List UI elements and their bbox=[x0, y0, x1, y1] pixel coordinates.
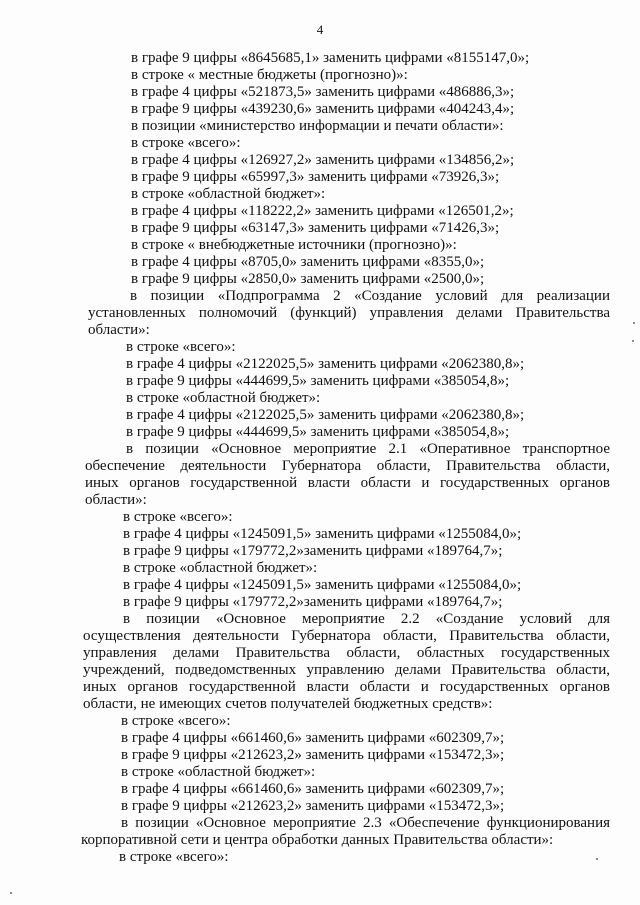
text-line: в строке «всего»: bbox=[119, 849, 229, 865]
text-line: в позиции «министерство информации и печати области»: bbox=[131, 118, 504, 134]
text-line: в графе 9 цифры «444699,5» заменить цифрами «385054,8»; bbox=[126, 424, 510, 440]
text-line: в графе 4 цифры «521873,5» заменить цифрами «486886,3»; bbox=[131, 84, 515, 100]
text-line: области, не имеющих счетов получателей бюджетных средств»: bbox=[83, 696, 493, 712]
text-line: в графе 4 цифры «118222,2» заменить цифрами «126501,2»; bbox=[131, 203, 514, 219]
text-line: в графе 9 цифры «8645685,1» заменить цифрами «8155147,0»; bbox=[131, 50, 530, 66]
text-line: в строке « внебюджетные источники (прогнозно)»: bbox=[131, 237, 457, 253]
text-line: установленных полномочий (функций) управления делами Правительства bbox=[88, 305, 610, 321]
text-line: в графе 9 цифры «439230,6» заменить цифрами «404243,4»; bbox=[131, 101, 515, 117]
text-line: корпоративной сети и центра обработки данных Правительства области»: bbox=[81, 832, 554, 848]
text-line: обеспечение деятельности Губернатора области, Правительства области, bbox=[85, 458, 610, 474]
text-line: в позиции «Основное мероприятие 2.1 «Оперативное транспортное bbox=[126, 441, 610, 457]
text-line: в графе 4 цифры «661460,6» заменить цифрами «602309,7»; bbox=[121, 781, 505, 797]
text-line: в позиции «Основное мероприятие 2.3 «Обеспечение функционирования bbox=[121, 815, 610, 831]
text-line: в графе 9 цифры «2850,0» заменить цифрами «2500,0»; bbox=[131, 271, 485, 287]
text-line: в строке « местные бюджеты (прогнозно)»: bbox=[131, 67, 408, 83]
text-line: управления делами Правительства области, областных государственных bbox=[83, 645, 610, 661]
scan-speck bbox=[10, 892, 12, 894]
text-line: в графе 4 цифры «126927,2» заменить цифрами «134856,2»; bbox=[131, 152, 515, 168]
scan-speck bbox=[596, 858, 598, 860]
text-line: в строке «областной бюджет»: bbox=[131, 186, 326, 202]
text-line: в строке «всего»: bbox=[121, 713, 231, 729]
text-line: в графе 4 цифры «2122025,5» заменить цифрами «2062380,8»; bbox=[126, 407, 525, 423]
text-line: в графе 9 цифры «65997,3» заменить цифрами «73926,3»; bbox=[131, 169, 500, 185]
text-line: в графе 9 цифры «179772,2»заменить цифрами «189764,7»; bbox=[123, 543, 503, 559]
text-line: осуществления деятельности Губернатора области, Правительства области, bbox=[83, 628, 610, 644]
text-line: в графе 4 цифры «1245091,5» заменить цифрами «1255084,0»; bbox=[123, 526, 522, 542]
text-line: в позиции «Основное мероприятие 2.2 «Создание условий для bbox=[123, 611, 610, 627]
text-line: в позиции «Подпрограмма 2 «Создание условий для реализации bbox=[130, 288, 610, 304]
text-line: в строке «областной бюджет»: bbox=[123, 560, 318, 576]
text-line: области»: bbox=[88, 322, 150, 338]
text-line: в графе 4 цифры «661460,6» заменить цифрами «602309,7»; bbox=[121, 730, 505, 746]
page-number: 4 bbox=[316, 22, 324, 37]
scan-speck bbox=[633, 322, 635, 324]
text-line: в графе 4 цифры «8705,0» заменить цифрами «8355,0»; bbox=[131, 254, 485, 270]
text-line: в графе 9 цифры «212623,2» заменить цифрами «153472,3»; bbox=[121, 798, 505, 814]
text-line: иных органов государственной власти области и государственных органов bbox=[83, 679, 610, 695]
text-line: в строке «всего»: bbox=[126, 339, 236, 355]
text-line: в графе 9 цифры «179772,2»заменить цифрами «189764,7»; bbox=[123, 594, 503, 610]
text-line: в графе 9 цифры «444699,5» заменить цифрами «385054,8»; bbox=[126, 373, 510, 389]
text-line: в строке «всего»: bbox=[131, 135, 241, 151]
text-line: учреждений, подведомственных управлению делами Правительства области, bbox=[83, 662, 610, 678]
text-line: в строке «всего»: bbox=[123, 509, 233, 525]
text-line: иных органов государственной власти области и государственных органов bbox=[85, 475, 610, 491]
text-line: в графе 9 цифры «212623,2» заменить цифрами «153472,3»; bbox=[121, 747, 505, 763]
text-line: в графе 9 цифры «63147,3» заменить цифрами «71426,3»; bbox=[131, 220, 500, 236]
text-line: в графе 4 цифры «1245091,5» заменить цифрами «1255084,0»; bbox=[123, 577, 522, 593]
text-line: области»: bbox=[85, 492, 147, 508]
text-line: в графе 4 цифры «2122025,5» заменить цифрами «2062380,8»; bbox=[126, 356, 525, 372]
scan-speck bbox=[632, 340, 634, 342]
text-line: в строке «областной бюджет»: bbox=[121, 764, 316, 780]
text-line: в строке «областной бюджет»: bbox=[126, 390, 321, 406]
